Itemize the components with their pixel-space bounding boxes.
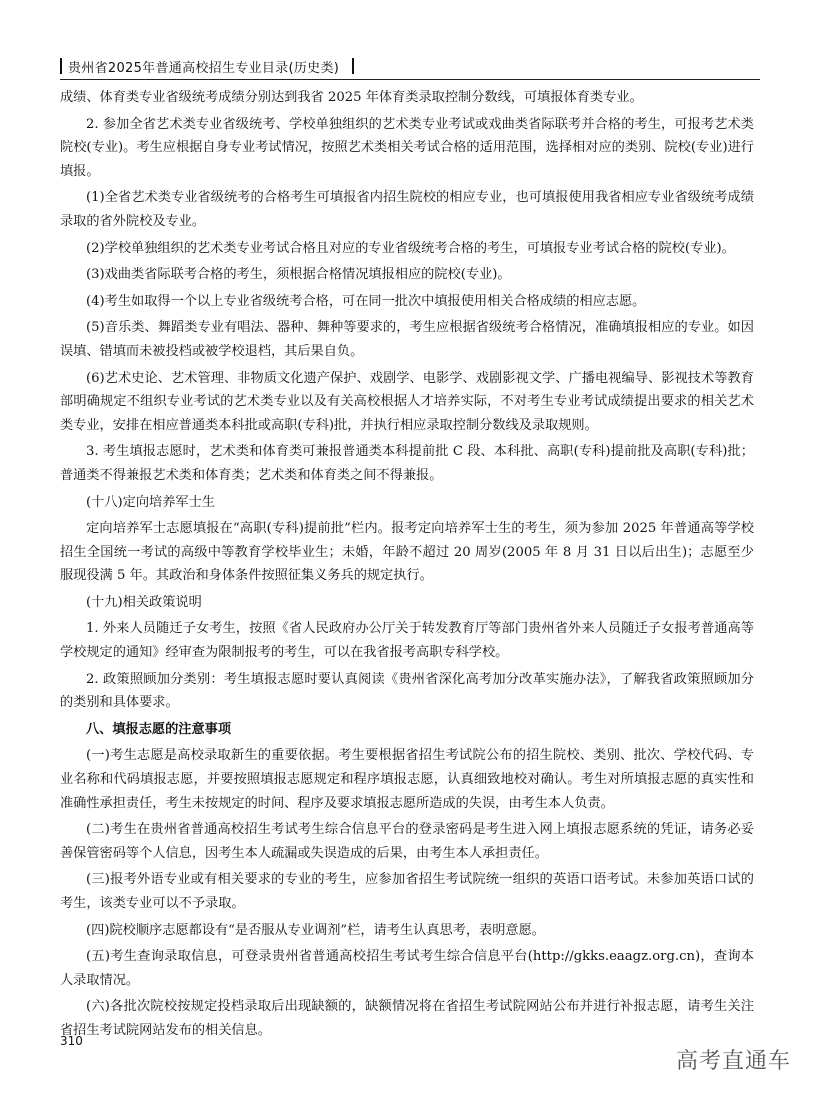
header-left-bar — [60, 58, 62, 74]
paragraph: (二)考生在贵州省普通高校招生考试考生综合信息平台的登录密码是考生进入网上填报志愿系统的凭证，请务必妥善保管密码等个人信息，因考生本人疏漏或失误造成的后果，由考生本人承担责任。 — [60, 822, 754, 861]
paragraph: (一)考生志愿是高校录取新生的重要依据。考生要根据省招生考试院公布的招生院校、类别、批次、学校代码、专业名称和代码填报志愿，并要按照填报志愿规定和程序填报志愿，认真细致地校对确认。考生对所填报志愿的真实性和准确性承担责任，考生未按规定的时间、程序及要求填报志愿所造成的失误，由考生本人负责。 — [60, 748, 754, 811]
header-title: 贵州省2025年普通高校招生专业目录(历史类) — [68, 61, 340, 76]
paragraph: (5)音乐类、舞蹈类专业有唱法、器种、舞种等要求的，考生应根据省级统考合格情况，准确填报相应的专业。如因误填、错填而未被投档或被学校退档，其后果自负。 — [60, 320, 754, 359]
paragraph: 2. 政策照顾加分类别：考生填报志愿时要认真阅读《贵州省深化高考加分改革实施办法》，了解我省政策照顾加分的类别和具体要求。 — [60, 671, 754, 711]
header-right-bar — [352, 58, 354, 74]
paragraph: 1. 外来人员随迁子女考生，按照《省人民政府办公厅关于转发教育厅等部门贵州省外来人员随迁子女报考普通高等学校规定的通知》经审查为限制报考的考生，可以在我省报考高职专科学校。 — [60, 621, 754, 661]
paragraph: 2. 参加全省艺术类专业省级统考、学校单独组织的艺术类专业考试或戏曲类省际联考并合格的考生，可报考艺术类院校(专业)。考生应根据自身专业考试情况，按照艺术类相关考试合格的适用范围，选择相对应的类别、院校(专业)进行填报。 — [60, 116, 754, 179]
paragraph: 3. 考生填报志愿时，艺术类和体育类可兼报普通类本科提前批 C 段、本科批、高职(专科)提前批及高职(专科)批；普通类不得兼报艺术类和体育类；艺术类和体育类之间不得兼报。 — [60, 444, 754, 483]
paragraph: (2)学校单独组织的艺术类专业考试合格且对应的专业省级统考合格的考生，可填报专业考试合格的院校(专业)。 — [86, 240, 735, 256]
paragraph: (6)艺术史论、艺术管理、非物质文化遗产保护、戏剧学、电影学、戏剧影视文学、广播电视编导、影视技术等教育部明确规定不组织专业考试的艺术类专业以及有关高校根据人才培养实际，不对考生专业考试成绩提出要求的相关艺术类专业，安排在相应普通类本科批或高职(专科)批，并执行相应录取控制分数线及录取规则。 — [60, 370, 754, 433]
subsection-heading: (十九)相关政策说明 — [86, 594, 202, 610]
paragraph: 成绩、体育类专业省级统考成绩分别达到我省 2025 年体育类录取控制分数线，可填报体育类专业。 — [60, 90, 643, 105]
subsection-heading: (十八)定向培养军士生 — [86, 494, 215, 510]
paragraph: (六)各批次院校按规定投档录取后出现缺额的，缺额情况将在省招生考试院网站公布并进行补报志愿，请考生关注省招生考试院网站发布的相关信息。 — [60, 999, 754, 1038]
watermark-text: 高考直通车 — [676, 1049, 792, 1074]
body-text — [60, 86, 754, 1046]
paragraph: (3)戏曲类省际联考合格的考生，须根据合格情况填报相应的院校(专业)。 — [86, 267, 511, 283]
paragraph: (五)考生查询录取信息，可登录贵州省普通高校招生考试考生综合信息平台(http://gkks.eaagz.org.cn)，查询本人录取情况。 — [60, 949, 754, 988]
paragraph: 定向培养军士志愿填报在“高职(专科)提前批”栏内。报考定向培养军士生的考生，须为参加 2025 年普通高等学校招生全国统一考试的高级中等教育学校毕业生；未婚，年龄不超过 20 周岁(2005 年 8 月 31 日以后出生)；志愿至少服现役满 5 年。其政治和身体条件按照征集义务兵的规定执行。 — [60, 521, 754, 584]
page-number: 310 — [60, 1034, 83, 1048]
paragraph: (4)考生如取得一个以上专业省级统考合格，可在同一批次中填报使用相关合格成绩的相应志愿。 — [86, 293, 646, 309]
running-header — [60, 55, 760, 77]
section-heading: 八、填报志愿的注意事项 — [86, 721, 232, 737]
header-rule — [60, 79, 760, 80]
paragraph: (四)院校顺序志愿都设有“是否服从专业调剂”栏，请考生认真思考，表明意愿。 — [86, 922, 545, 938]
paragraph: (1)全省艺术类专业省级统考的合格考生可填报省内招生院校的相应专业，也可填报使用我省相应专业省级统考成绩录取的省外院校及专业。 — [60, 190, 754, 229]
paragraph: (三)报考外语专业或有相关要求的专业的考生，应参加省招生考试院统一组织的英语口语考试。未参加英语口试的考生，该类专业可以不予录取。 — [60, 872, 754, 911]
